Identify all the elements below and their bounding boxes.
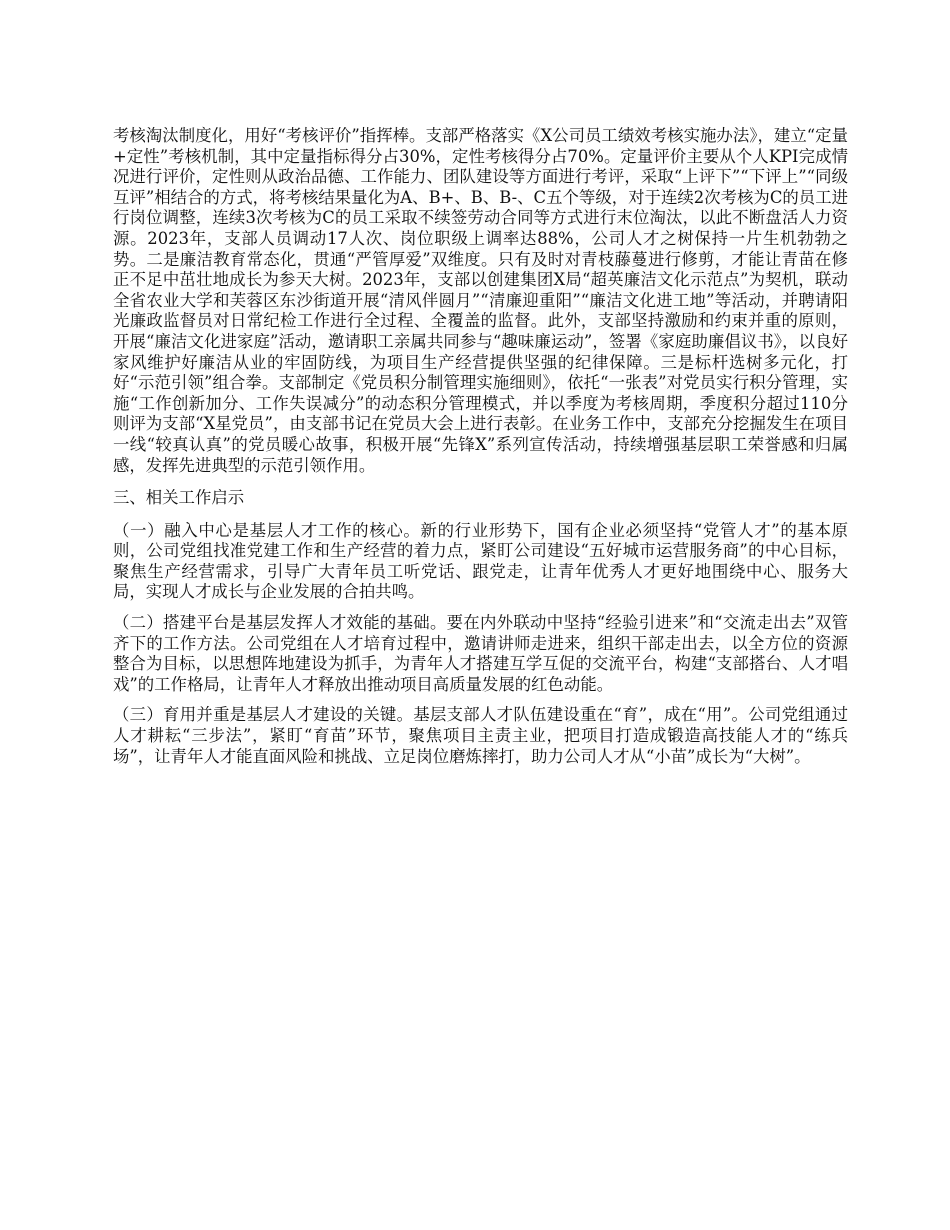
insight-paragraph-1: （一）融入中心是基层人才工作的核心。新的行业形势下，国有企业必须坚持“党管人才”的基本原则，公司党组找准党建工作和生产经营的着力点，紧盯公司建设“五好城市运营服务商”的中心目标，聚焦生产经营需求，引导广大青年员工听党话、跟党走，让青年优秀人才更好地围绕中心、服务大局，实现人才成长与企业发展的合拍共鸣。 [113,520,848,602]
section-heading: 三、相关工作启示 [113,488,245,508]
body-paragraph: 考核淘汰制度化，用好“考核评价”指挥棒。支部严格落实《X公司员工绩效考核实施办法》，建立“定量+定性”考核机制，其中定量指标得分占30%，定性考核得分占70%。定量评价主要从个人KPI完成情况进行评价，定性则从政治品德、工作能力、团队建设等方面进行考评，采取“上评下”“下评上”“同级互评”相结合的方式，将考核结果量化为A、B+、B、B-、C五个等级，对于连续2次考核为C的员工进行岗位调整，连续3次考核为C的员工采取不续签劳动合同等方式进行末位淘汰，以此不断盘活人力资源。2023年，支部人员调动17人次、岗位职级上调率达88%，公司人才之树保持一片生机勃勃之势。二是廉洁教育常态化，贯通“严管厚爱”双维度。只有及时对青枝藤蔓进行修剪，才能让青苗在修正不足中茁壮地成长为参天大树。2023年，支部以创建集团X局“超英廉洁文化示范点”为契机，联动全省农业大学和芙蓉区东沙街道开展“清风伴圆月”“清廉迎重阳”“廉洁文化进工地”等活动，并聘请阳光廉政监督员对日常纪检工作进行全过程、全覆盖的监督。此外，支部坚持激励和约束并重的原则，开展“廉洁文化进家庭”活动，邀请职工亲属共同参与“趣味廉运动”，签署《家庭助廉倡议书》，以良好家风维护好廉洁从业的牢固防线，为项目生产经营提供坚强的纪律保障。三是标杆选树多元化，打好“示范引领”组合拳。支部制定《党员积分制管理实施细则》，依托“一张表”对党员实行积分管理，实施“工作创新加分、工作失误减分”的动态积分管理模式，并以季度为考核周期，季度积分超过110分则评为支部“X星党员”，由支部书记在党员大会上进行表彰。在业务工作中，支部充分挖掘发生在项目一线“较真认真”的党员暖心故事，积极开展“先锋X”系列宣传活动，持续增强基层职工荣誉感和归属感，发挥先进典型的示范引领作用。 [113,126,848,475]
document-page [113,126,848,767]
insight-paragraph-3: （三）育用并重是基层人才建设的关键。基层支部人才队伍建设重在“育”，成在“用”。公司党组通过人才耕耘“三步法”，紧盯“育苗”环节，聚焦项目主责主业，把项目打造成锻造高技能人才的“练兵场”，让青年人才能直面风险和挑战、立足岗位磨炼摔打，助力公司人才从“小苗”成长为“大树”。 [113,705,848,766]
insight-paragraph-2: （二）搭建平台是基层发挥人才效能的基础。要在内外联动中坚持“经验引进来”和“交流走出去”双管齐下的工作方法。公司党组在人才培育过程中，邀请讲师走进来，组织干部走出去，以全方位的资源整合为目标，以思想阵地建设为抓手，为青年人才搭建互学互促的交流平台，构建“支部搭台、人才唱戏”的工作格局，让青年人才释放出推动项目高质量发展的红色动能。 [113,613,848,694]
